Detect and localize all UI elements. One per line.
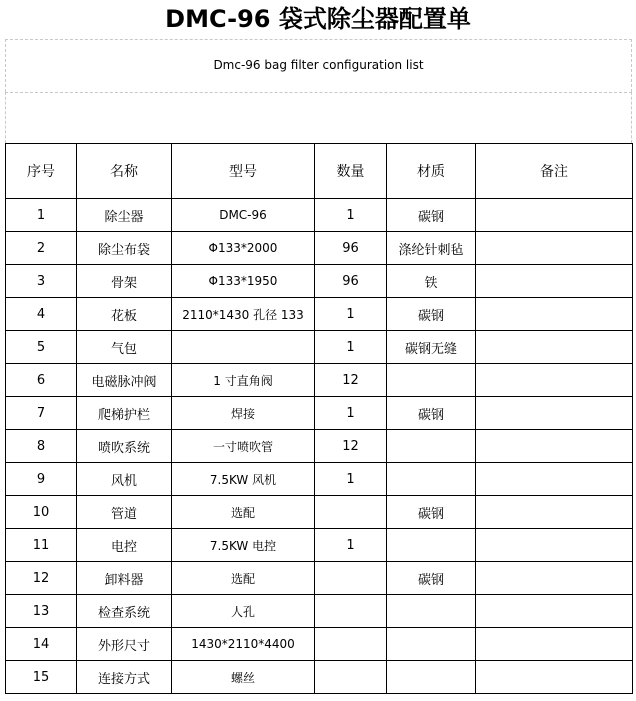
cell-quantity: 1 [315,298,387,331]
table-row [6,463,633,496]
cell-index: 11 [6,529,77,562]
cell-remarks [476,232,633,265]
cell-quantity: 1 [315,199,387,232]
cell-quantity: 12 [315,430,387,463]
cell-name: 除尘布袋 [77,232,172,265]
cell-index: 15 [6,661,77,694]
cell-index: 14 [6,628,77,661]
cell-name: 气包 [77,331,172,364]
cell-index: 13 [6,595,77,628]
cell-index: 9 [6,463,77,496]
cell-model: Φ133*1950 [172,265,315,298]
cell-quantity: 96 [315,265,387,298]
cell-model: 2110*1430 孔径 133 [172,298,315,331]
header-material: 材质 [387,144,476,199]
cell-material [387,595,476,628]
cell-model: 焊接 [172,397,315,430]
cell-name: 喷吹系统 [77,430,172,463]
table-row [6,496,633,529]
header-quantity: 数量 [315,144,387,199]
cell-name: 电控 [77,529,172,562]
cell-quantity: 1 [315,463,387,496]
cell-material: 铁 [387,265,476,298]
cell-model: 7.5KW 电控 [172,529,315,562]
cell-quantity: 1 [315,529,387,562]
cell-index: 10 [6,496,77,529]
table-row [6,298,633,331]
cell-remarks [476,364,633,397]
cell-remarks [476,199,633,232]
cell-quantity: 1 [315,331,387,364]
cell-remarks [476,529,633,562]
cell-remarks [476,397,633,430]
cell-remarks [476,463,633,496]
cell-index: 8 [6,430,77,463]
subtitle-box [5,39,632,92]
document-subtitle: Dmc-96 bag filter configuration list [213,58,424,72]
cell-index: 7 [6,397,77,430]
cell-quantity: 1 [315,397,387,430]
cell-quantity [315,496,387,529]
cell-remarks [476,595,633,628]
cell-material: 碳钢 [387,298,476,331]
cell-material: 碳钢 [387,496,476,529]
cell-remarks [476,298,633,331]
cell-name: 电磁脉冲阀 [77,364,172,397]
cell-model: Φ133*2000 [172,232,315,265]
header-name: 名称 [77,144,172,199]
cell-remarks [476,496,633,529]
table-row [6,430,633,463]
table-row [6,265,633,298]
cell-quantity: 12 [315,364,387,397]
table-row [6,595,633,628]
blank-row [5,92,632,143]
cell-model: 一寸喷吹管 [172,430,315,463]
header-index: 序号 [6,144,77,199]
table-header-row [6,144,633,199]
cell-name: 爬梯护栏 [77,397,172,430]
cell-model: 选配 [172,562,315,595]
table-row [6,562,633,595]
cell-index: 2 [6,232,77,265]
cell-remarks [476,628,633,661]
cell-name: 卸料器 [77,562,172,595]
cell-material [387,661,476,694]
cell-quantity [315,628,387,661]
cell-name: 管道 [77,496,172,529]
cell-name: 花板 [77,298,172,331]
cell-material: 涤纶针刺毡 [387,232,476,265]
cell-material [387,463,476,496]
cell-material: 碳钢无缝 [387,331,476,364]
table-row [6,331,633,364]
cell-material [387,628,476,661]
cell-remarks [476,430,633,463]
cell-name: 风机 [77,463,172,496]
cell-remarks [476,331,633,364]
cell-material [387,529,476,562]
cell-quantity [315,661,387,694]
cell-index: 3 [6,265,77,298]
cell-model: 选配 [172,496,315,529]
cell-index: 1 [6,199,77,232]
cell-remarks [476,562,633,595]
cell-quantity [315,595,387,628]
cell-index: 6 [6,364,77,397]
table-row [6,529,633,562]
cell-model: 7.5KW 风机 [172,463,315,496]
cell-material: 碳钢 [387,562,476,595]
cell-remarks [476,265,633,298]
cell-name: 骨架 [77,265,172,298]
cell-material [387,364,476,397]
cell-model: 1430*2110*4400 [172,628,315,661]
cell-model: 人孔 [172,595,315,628]
table-row [6,661,633,694]
cell-model: 螺丝 [172,661,315,694]
cell-material: 碳钢 [387,397,476,430]
table-row [6,397,633,430]
cell-quantity: 96 [315,232,387,265]
table-row [6,199,633,232]
header-model: 型号 [172,144,315,199]
table-row [6,364,633,397]
cell-name: 除尘器 [77,199,172,232]
cell-name: 连接方式 [77,661,172,694]
table-row [6,232,633,265]
cell-name: 检查系统 [77,595,172,628]
cell-model [172,331,315,364]
cell-model: 1 寸直角阀 [172,364,315,397]
document-title: DMC-96 袋式除尘器配置单 [165,5,471,33]
cell-material [387,430,476,463]
cell-remarks [476,661,633,694]
cell-index: 5 [6,331,77,364]
cell-name: 外形尺寸 [77,628,172,661]
header-remarks: 备注 [476,144,633,199]
configuration-table [5,143,633,694]
cell-index: 4 [6,298,77,331]
table-row [6,628,633,661]
cell-material: 碳钢 [387,199,476,232]
cell-model: DMC-96 [172,199,315,232]
cell-index: 12 [6,562,77,595]
cell-quantity [315,562,387,595]
